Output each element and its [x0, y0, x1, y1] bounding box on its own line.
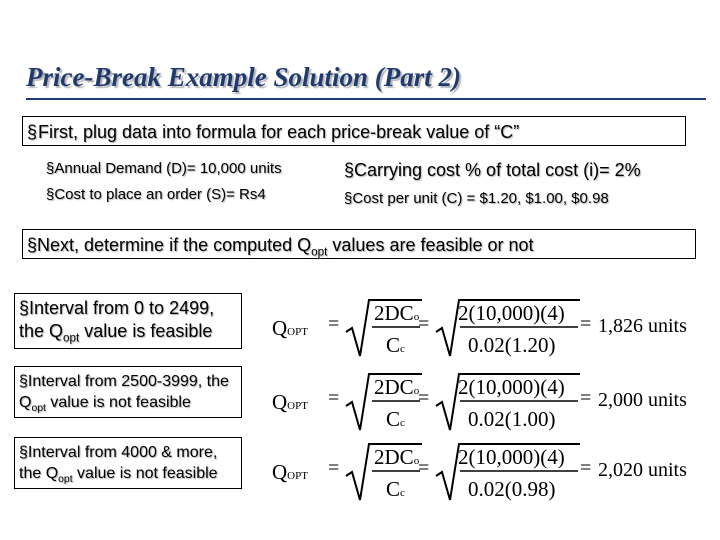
formula-numerator-symbolic: 2DCo [374, 375, 420, 399]
equals-sign: = [418, 313, 430, 335]
info-demand: §Annual Demand (D)= 10,000 units [46, 160, 282, 177]
formula-denominator-symbolic: Cc [386, 407, 405, 431]
bullet: § [344, 190, 353, 207]
formula-result: 2,020 units [598, 459, 687, 481]
info-order-cost: §Cost to place an order (S)= Rs4 [46, 186, 266, 203]
interval-box-2 [14, 366, 242, 418]
bullet: § [46, 160, 55, 177]
formula-denominator: 0.02(1.00) [468, 407, 556, 431]
eoq-formula-1 [268, 290, 718, 362]
interval-line-1: §Interval from 2500-3999, the [19, 373, 229, 390]
page-title: Price-Break Example Solution (Part 2) [26, 62, 706, 100]
formula-numerator-symbolic: 2DCo [374, 301, 420, 325]
formula-numerator: 2(10,000)(4) [458, 375, 565, 399]
eoq-formula-3 [268, 434, 718, 506]
interval-line-1: §Interval from 4000 & more, [19, 444, 218, 461]
interval-box-1 [14, 293, 242, 349]
step2-box: §Next, determine if the computed $Q_{opt}$ values are feasible or not [22, 229, 696, 259]
formula-denominator: 0.02(0.98) [468, 477, 556, 501]
interval-line-2: the $Q_{opt}$ value is feasible [19, 321, 213, 345]
equals-sign: = [580, 457, 592, 479]
formula-numerator-symbolic: 2DCo [374, 445, 420, 469]
step1-text: First, plug data into formula for each price-break value of “C” [38, 122, 520, 142]
eoq-formula-2 [268, 364, 718, 436]
formula-denominator: 0.02(1.20) [468, 333, 556, 357]
bullet: § [19, 444, 28, 461]
formula-result: 1,826 units [598, 315, 687, 337]
formula-numerator: 2(10,000)(4) [458, 445, 565, 469]
formula-result: 2,000 units [598, 389, 687, 411]
equals-sign: = [580, 387, 592, 409]
bullet: § [19, 373, 28, 390]
q-opt-symbol: QOPT [272, 390, 308, 414]
interval-line-2: $Q_{opt}$ value is not feasible [19, 394, 191, 415]
interval-line-2: the $Q_{opt}$ value is not feasible [19, 465, 218, 486]
bullet: § [19, 298, 30, 318]
equals-sign: = [328, 457, 340, 479]
bullet: § [344, 160, 355, 180]
equals-sign: = [580, 313, 592, 335]
equals-sign: = [418, 457, 430, 479]
info-unit-cost: §Cost per unit (C) = $1.20, $1.00, $0.98 [344, 190, 609, 207]
equals-sign: = [328, 387, 340, 409]
formula-denominator-symbolic: Cc [386, 333, 405, 357]
equals-sign: = [418, 387, 430, 409]
equals-sign: = [328, 313, 340, 335]
formula-denominator-symbolic: Cc [386, 477, 405, 501]
bullet: § [46, 186, 55, 203]
bullet: § [27, 235, 38, 255]
bullet: § [27, 122, 38, 142]
info-carrying: §Carrying cost % of total cost (i)= 2% [344, 160, 641, 180]
formula-numerator: 2(10,000)(4) [458, 301, 565, 325]
q-opt-symbol: QOPT [272, 460, 308, 484]
q-opt-symbol: QOPT [272, 316, 308, 340]
step1-box [22, 116, 686, 146]
interval-line-1: §Interval from 0 to 2499, [19, 298, 215, 318]
interval-box-3 [14, 437, 242, 489]
